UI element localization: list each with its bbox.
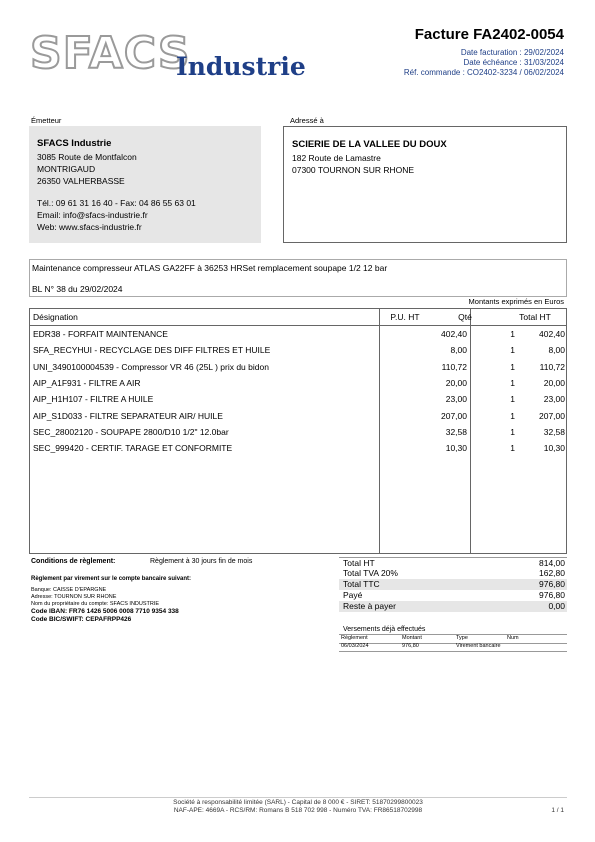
paid-row [339, 590, 567, 601]
payments-header-num: Num [507, 635, 519, 641]
emetteur-label: Émetteur [31, 116, 62, 125]
total-label: Total TTC [343, 579, 380, 589]
total-value: 162,80 [539, 568, 565, 578]
footer-divider [29, 797, 567, 798]
total-tva-row [339, 568, 567, 579]
row-quantity: 1 [510, 361, 515, 372]
row-designation: SFA_RECYHUI - RECYCLAGE DES DIFF FILTRES ET HUILE [33, 345, 271, 356]
total-label: Reste à payer [343, 601, 396, 611]
invoice-date: Date facturation : 29/02/2024 [460, 48, 564, 57]
total-label: Payé [343, 590, 363, 600]
invoice-lines-table [29, 308, 567, 554]
payments-header-amount: Montant [402, 635, 422, 641]
header-unit-price: P.U. HT [390, 312, 420, 322]
company-logo [30, 28, 306, 88]
invoice-object-text: Maintenance compresseur ATLAS GA22FF à 36253 HRSet remplacement soupape 1/2 12 bar [32, 263, 388, 273]
logo-industrie-text: Industrie [176, 52, 306, 81]
destinataire-label: Adressé à [290, 116, 324, 125]
row-unit-price: 8,00 [450, 345, 467, 356]
total-value: 976,80 [539, 579, 565, 589]
logo-sfacs-text: SFACS [30, 28, 191, 79]
destinataire-address-line: 07300 TOURNON SUR RHONE [292, 165, 415, 175]
total-value: 976,80 [539, 590, 565, 600]
row-unit-price: 20,00 [445, 377, 467, 388]
destinataire-box [283, 126, 567, 243]
payment-date: 06/03/2024 [341, 643, 369, 649]
row-designation: SEC_999420 - CERTIF. TARAGE ET CONFORMITE [33, 443, 233, 454]
currency-note: Montants exprimés en Euros [468, 297, 564, 306]
emetteur-email: Email: info@sfacs-industrie.fr [37, 210, 148, 220]
emetteur-name: SFACS Industrie [37, 138, 112, 149]
total-ttc-row [339, 579, 567, 590]
header-total: Total HT [519, 312, 551, 322]
bank-address: Adresse: TOURNON SUR RHONE [31, 594, 117, 600]
row-designation: AIP_A1F931 - FILTRE A AIR [33, 377, 141, 388]
row-unit-price: 32,58 [445, 426, 467, 437]
header-quantity: Qté [458, 312, 472, 322]
footer-legal-2: NAF-APE: 4669A - RCS/RM: Romans B 518 702 998 - Numéro TVA: FR86518702998 [173, 807, 423, 814]
order-reference: Réf. commande : CO2402-3234 / 06/02/2024 [403, 68, 564, 77]
footer-legal-1: Société à responsabilité limitée (SARL) - Capital de 8 000 € - SIRET: 51870299800023 [173, 799, 423, 806]
row-quantity: 1 [510, 329, 515, 339]
emetteur-address-line: 3085 Route de Montfalcon [37, 152, 137, 162]
row-designation: UNI_3490100004539 - Compressor VR 46 (25L ) prix du bidon [33, 361, 269, 372]
total-label: Total TVA 20% [343, 568, 398, 578]
invoice-title: Facture FA2402-0054 [414, 26, 564, 43]
destinataire-name: SCIERIE DE LA VALLEE DU DOUX [292, 139, 447, 150]
total-value: 814,00 [539, 558, 565, 568]
emetteur-phone: Tél.: 09 61 31 16 40 - Fax: 04 86 55 63 01 [37, 198, 196, 208]
invoice-object-box [29, 259, 567, 297]
row-designation: AIP_S1D033 - FILTRE SEPARATEUR AIR/ HUILE [33, 410, 223, 421]
bank-name: Banque: CAISSE D'EPARGNE [31, 587, 107, 593]
payments-title: Versements déjà effectués [343, 626, 426, 633]
payment-terms-value: Règlement à 30 jours fin de mois [150, 558, 253, 565]
row-designation: SEC_28002120 - SOUPAPE 2800/D10 1/2" 12.0bar [33, 426, 229, 437]
total-label: Total HT [343, 558, 375, 568]
row-quantity: 1 [510, 377, 515, 388]
emetteur-address-line: 26350 VALHERBASSE [37, 176, 125, 186]
destinataire-address-line: 182 Route de Lamastre [292, 153, 381, 163]
payment-row [339, 643, 567, 652]
row-quantity: 1 [510, 426, 515, 437]
bic-swift: Code BIC/SWIFT: CEPAFRPP426 [31, 616, 132, 623]
row-total: 10,30 [543, 443, 565, 454]
row-total: 207,00 [539, 410, 565, 421]
row-total: 23,00 [543, 394, 565, 405]
row-quantity: 1 [510, 394, 515, 405]
row-total: 8,00 [548, 345, 565, 356]
row-designation: EDR38 - FORFAIT MAINTENANCE [33, 329, 168, 339]
page-number: 1 / 1 [551, 807, 564, 814]
payments-header-type: Type [456, 635, 468, 641]
row-total: 110,72 [539, 361, 565, 372]
row-unit-price: 10,30 [445, 443, 467, 454]
row-unit-price: 207,00 [441, 410, 467, 421]
iban: Code IBAN: FR76 1426 5006 0008 7710 9354 338 [31, 608, 179, 615]
header-designation: Désignation [33, 312, 78, 322]
row-unit-price: 110,72 [441, 361, 467, 372]
emetteur-box [29, 126, 261, 243]
row-quantity: 1 [510, 443, 515, 454]
payment-type: Virement bancaire [456, 643, 501, 649]
row-total: 20,00 [543, 377, 565, 388]
account-owner: Nom du propriétaire du compte: SFACS INDUSTRIE [31, 601, 160, 607]
row-designation: AIP_H1H107 - FILTRE A HUILE [33, 394, 154, 405]
row-total: 32,58 [543, 426, 565, 437]
delivery-note-ref: BL N° 38 du 29/02/2024 [32, 284, 123, 294]
payments-header-date: Règlement [341, 635, 368, 641]
emetteur-address-line: MONTRIGAUD [37, 164, 96, 174]
emetteur-website: Web: www.sfacs-industrie.fr [37, 222, 142, 232]
bank-details [31, 587, 179, 624]
row-total: 402,40 [539, 329, 565, 339]
payment-amount: 976,80 [402, 643, 419, 649]
bank-transfer-title: Règlement par virement sur le compte bancaire suivant: [31, 576, 192, 582]
remaining-row [339, 601, 567, 612]
invoice-due-date: Date échéance : 31/03/2024 [463, 58, 564, 67]
row-quantity: 1 [510, 345, 515, 356]
row-unit-price: 23,00 [445, 394, 467, 405]
total-value: 0,00 [548, 601, 565, 611]
row-quantity: 1 [510, 410, 515, 421]
row-unit-price: 402,40 [441, 329, 467, 339]
payment-terms-label: Conditions de règlement: [31, 558, 116, 565]
